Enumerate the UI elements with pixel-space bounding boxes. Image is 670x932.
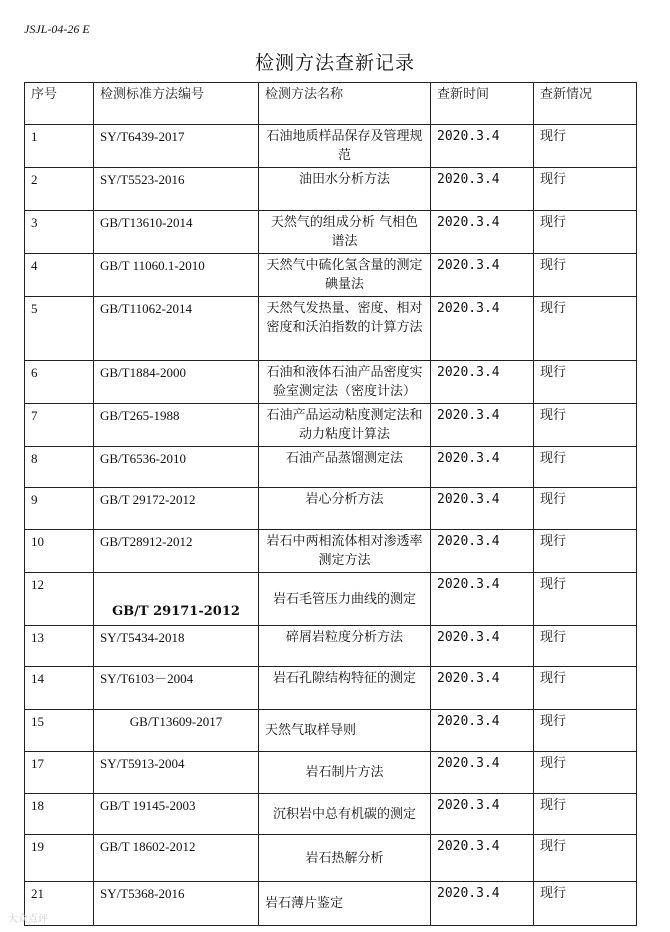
table-row — [25, 297, 637, 361]
header-check-date: 查新时间 — [431, 83, 534, 125]
row-check-date: 2020.3.4 — [431, 297, 534, 361]
table-row — [25, 752, 637, 794]
row-standard-number: GB/T6536-2010 — [94, 447, 259, 488]
row-check-date: 2020.3.4 — [431, 794, 534, 835]
row-method-name: 岩石制片方法 — [259, 752, 431, 794]
row-check-status: 现行 — [534, 254, 637, 297]
table-row — [25, 125, 637, 168]
row-method-name: 石油产品运动粘度测定法和动力粘度计算法 — [259, 404, 431, 447]
row-check-status: 现行 — [534, 447, 637, 488]
row-standard-number: SY/T5368-2016 — [94, 882, 259, 926]
document-title: 检测方法查新记录 — [254, 52, 415, 74]
row-check-status: 现行 — [534, 794, 637, 835]
row-standard-number: GB/T 29171-2012 — [94, 573, 259, 626]
row-check-status: 现行 — [534, 488, 637, 530]
row-check-date: 2020.3.4 — [431, 404, 534, 447]
row-method-name: 岩石毛管压力曲线的测定 — [259, 573, 431, 626]
row-check-status: 现行 — [534, 882, 637, 926]
row-check-status: 现行 — [534, 211, 637, 254]
row-check-date: 2020.3.4 — [431, 530, 534, 573]
row-serial: 6 — [25, 361, 94, 404]
row-check-date: 2020.3.4 — [431, 573, 534, 626]
table-row — [25, 626, 637, 667]
table-row — [25, 794, 637, 835]
row-check-date: 2020.3.4 — [431, 125, 534, 168]
row-method-name: 岩石热解分析 — [259, 835, 431, 882]
row-standard-number: GB/T 11060.1-2010 — [94, 254, 259, 297]
row-method-name: 天然气的组成分析 气相色谱法 — [259, 211, 431, 254]
row-check-status: 现行 — [534, 752, 637, 794]
row-check-status: 现行 — [534, 835, 637, 882]
row-serial: 9 — [25, 488, 94, 530]
row-standard-number: GB/T11062-2014 — [94, 297, 259, 361]
row-check-status: 现行 — [534, 404, 637, 447]
header-method-name: 检测方法名称 — [259, 83, 431, 125]
row-check-date: 2020.3.4 — [431, 211, 534, 254]
header-row — [25, 83, 637, 125]
row-check-status: 现行 — [534, 361, 637, 404]
row-serial: 10 — [25, 530, 94, 573]
table-row — [25, 882, 637, 926]
row-serial: 15 — [25, 710, 94, 752]
row-method-name: 油田水分析方法 — [259, 168, 431, 211]
row-method-name: 岩石孔隙结构特征的测定 — [259, 667, 431, 710]
table-row — [25, 488, 637, 530]
table-row — [25, 211, 637, 254]
table-row — [25, 573, 637, 626]
row-standard-number: GB/T28912-2012 — [94, 530, 259, 573]
table-row — [25, 361, 637, 404]
table-row — [25, 530, 637, 573]
row-check-date: 2020.3.4 — [431, 752, 534, 794]
row-method-name: 天然气发热量、密度、相对密度和沃泊指数的计算方法 — [259, 297, 431, 361]
table-row — [25, 168, 637, 211]
row-serial: 18 — [25, 794, 94, 835]
row-serial: 12 — [25, 573, 94, 626]
row-check-status: 现行 — [534, 125, 637, 168]
row-standard-number: GB/T1884-2000 — [94, 361, 259, 404]
row-method-name: 碎屑岩粒度分析方法 — [259, 626, 431, 667]
row-serial: 1 — [25, 125, 94, 168]
row-check-status: 现行 — [534, 297, 637, 361]
row-standard-number: GB/T 18602-2012 — [94, 835, 259, 882]
row-check-status: 现行 — [534, 667, 637, 710]
table-row — [25, 710, 637, 752]
row-standard-number: GB/T13609-2017 — [94, 710, 259, 752]
row-serial: 19 — [25, 835, 94, 882]
table-row — [25, 835, 637, 882]
header-serial: 序号 — [25, 83, 94, 125]
row-method-name: 石油地质样品保存及管理规范 — [259, 125, 431, 168]
row-serial: 3 — [25, 211, 94, 254]
document-code: JSJL-04-26 E — [24, 22, 90, 36]
row-method-name: 天然气中硫化氢含量的测定 碘量法 — [259, 254, 431, 297]
row-check-status: 现行 — [534, 168, 637, 211]
row-standard-number: SY/T5434-2018 — [94, 626, 259, 667]
row-check-status: 现行 — [534, 626, 637, 667]
row-method-name: 石油和液体石油产品密度实验室测定法（密度计法） — [259, 361, 431, 404]
row-check-date: 2020.3.4 — [431, 626, 534, 667]
watermark-logo: 大众点评 — [8, 914, 48, 925]
row-check-date: 2020.3.4 — [431, 488, 534, 530]
row-check-date: 2020.3.4 — [431, 254, 534, 297]
row-serial: 2 — [25, 168, 94, 211]
record-table — [24, 82, 637, 926]
row-method-name: 岩石薄片鉴定 — [259, 882, 431, 926]
row-method-name: 岩石中两相流体相对渗透率测定方法 — [259, 530, 431, 573]
row-standard-number: SY/T6439-2017 — [94, 125, 259, 168]
table-row — [25, 254, 637, 297]
row-standard-number: GB/T265-1988 — [94, 404, 259, 447]
row-serial: 21 — [25, 882, 94, 926]
row-method-name: 岩心分析方法 — [259, 488, 431, 530]
row-standard-number: SY/T5913-2004 — [94, 752, 259, 794]
row-serial: 14 — [25, 667, 94, 710]
row-check-date: 2020.3.4 — [431, 168, 534, 211]
row-standard-number: GB/T 19145-2003 — [94, 794, 259, 835]
row-check-date: 2020.3.4 — [431, 447, 534, 488]
row-check-date: 2020.3.4 — [431, 710, 534, 752]
row-serial: 5 — [25, 297, 94, 361]
row-standard-number: GB/T 29172-2012 — [94, 488, 259, 530]
header-check-status: 查新情况 — [534, 83, 637, 125]
row-method-name: 天然气取样导则 — [259, 710, 431, 752]
row-serial: 17 — [25, 752, 94, 794]
row-check-status: 现行 — [534, 530, 637, 573]
header-standard-number: 检测标准方法编号 — [94, 83, 259, 125]
row-method-name: 沉积岩中总有机碳的测定 — [259, 794, 431, 835]
row-check-date: 2020.3.4 — [431, 361, 534, 404]
row-serial: 7 — [25, 404, 94, 447]
row-standard-number: SY/T6103－2004 — [94, 667, 259, 710]
row-check-date: 2020.3.4 — [431, 835, 534, 882]
row-standard-number: GB/T13610-2014 — [94, 211, 259, 254]
table-row — [25, 447, 637, 488]
row-check-date: 2020.3.4 — [431, 667, 534, 710]
row-check-date: 2020.3.4 — [431, 882, 534, 926]
row-serial: 8 — [25, 447, 94, 488]
row-standard-number: SY/T5523-2016 — [94, 168, 259, 211]
table-row — [25, 667, 637, 710]
row-serial: 13 — [25, 626, 94, 667]
row-serial: 4 — [25, 254, 94, 297]
row-check-status: 现行 — [534, 573, 637, 626]
row-check-status: 现行 — [534, 710, 637, 752]
row-method-name: 石油产品蒸馏测定法 — [259, 447, 431, 488]
table-row — [25, 404, 637, 447]
